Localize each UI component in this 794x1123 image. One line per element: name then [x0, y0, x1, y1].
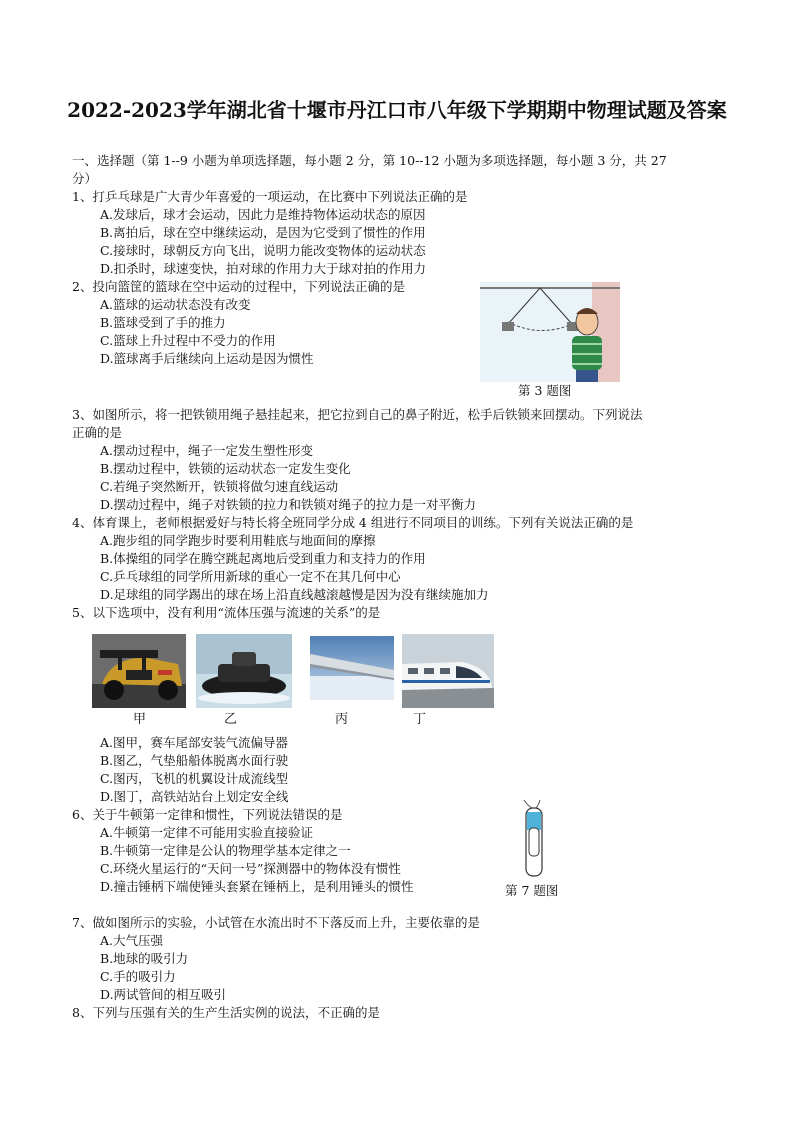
q1-stem: 1、打乒乓球是广大青少年喜爱的一项运动，在比赛中下列说法正确的是 [72, 189, 468, 204]
q6-option-d: D.撞击锤柄下端使锤头套紧在锤柄上，是利用锤头的惯性 [100, 879, 414, 894]
q5-option-d: D.图丁，高铁站站台上划定安全线 [100, 789, 289, 804]
q2-stem: 2、投向篮筐的篮球在空中运动的过程中，下列说法正确的是 [72, 279, 405, 294]
figure-label-yi: 乙 [224, 712, 238, 727]
q3-option-a: A.摆动过程中，绳子一定发生塑性形变 [100, 443, 314, 458]
q4-option-d: D.足球组的同学踢出的球在场上沿直线越滚越慢是因为没有继续施加力 [100, 587, 489, 602]
q5-option-a: A.图甲，赛车尾部安装气流偏导器 [100, 735, 289, 750]
q3-stem-line2: 正确的是 [72, 425, 123, 440]
q4-option-b: B.体操组的同学在腾空跳起离地后受到重力和支持力的作用 [100, 551, 426, 566]
q1-option-b: B.离拍后，球在空中继续运动，是因为它受到了惯性的作用 [100, 225, 426, 240]
q3-stem-line1: 3、如图所示，将一把铁锁用绳子悬挂起来，把它拉到自己的鼻子附近，松手后铁锁来回摆动。下列说法 [72, 407, 643, 422]
q2-option-d: D.篮球离手后继续向上运动是因为惯性 [100, 351, 314, 366]
q2-option-a: A.篮球的运动状态没有改变 [100, 297, 251, 312]
q6-stem: 6、关于牛顿第一定律和惯性，下列说法错误的是 [72, 807, 343, 822]
document-title: 2022-2023学年湖北省十堰市丹江口市八年级下学期期中物理试题及答案 [67, 98, 727, 122]
q1-option-d: D.扣杀时，球速变快，拍对球的作用力大于球对拍的作用力 [100, 261, 427, 276]
q7-option-a: A.大气压强 [100, 933, 164, 948]
q7-option-c: C.手的吸引力 [100, 969, 176, 984]
q2-option-b: B.篮球受到了手的推力 [100, 315, 226, 330]
section-heading-line1: 一、选择题（第 1--9 小题为单项选择题，每小题 2 分，第 10--12 小题为多项选择题，每小题 3 分，共 27 [72, 153, 667, 168]
q2-option-c: C.篮球上升过程中不受力的作用 [100, 333, 276, 348]
test-tube-figure [514, 798, 554, 878]
q7-option-d: D.两试管间的相互吸引 [100, 987, 227, 1002]
q4-option-c: C.乒乓球组的同学所用新球的重心一定不在其几何中心 [100, 569, 401, 584]
q7-option-b: B.地球的吸引力 [100, 951, 189, 966]
q6-option-b: B.牛顿第一定律是公认的物理学基本定律之一 [100, 843, 351, 858]
figure-3-caption: 第 3 题图 [518, 383, 572, 398]
pendulum-lock-figure [480, 282, 620, 382]
q4-stem: 4、体育课上，老师根据爱好与特长将全班同学分成 4 组进行不同项目的训练。下列有关说法正确的是 [72, 515, 634, 530]
figure-label-jia: 甲 [133, 712, 147, 727]
q3-option-d: D.摆动过程中，绳子对铁锁的拉力和铁锁对绳子的拉力是一对平衡力 [100, 497, 477, 512]
q5-option-c: C.图丙，飞机的机翼设计成流线型 [100, 771, 289, 786]
q7-stem: 7、做如图所示的实验，小试管在水流出时不下落反而上升，主要依靠的是 [72, 915, 480, 930]
airplane-wing-photo [310, 636, 394, 700]
q6-option-a: A.牛顿第一定律不可能用实验直接验证 [100, 825, 314, 840]
q8-stem: 8、下列与压强有关的生产生活实例的说法，不正确的是 [72, 1005, 380, 1020]
figure-label-bing: 丙 [335, 712, 349, 727]
figure-label-ding: 丁 [413, 712, 427, 727]
q1-option-a: A.发球后，球才会运动，因此力是维持物体运动状态的原因 [100, 207, 426, 222]
high-speed-train-photo [402, 634, 494, 708]
q4-option-a: A.跑步组的同学跑步时要利用鞋底与地面间的摩擦 [100, 533, 376, 548]
figure-7-caption: 第 7 题图 [505, 883, 559, 898]
q3-option-c: C.若绳子突然断开，铁锁将做匀速直线运动 [100, 479, 339, 494]
race-car-photo [92, 634, 186, 708]
q5-stem: 5、以下选项中，没有利用“流体压强与流速的关系”的是 [72, 605, 381, 620]
section-heading-line2: 分） [72, 171, 98, 186]
q5-option-b: B.图乙，气垫船船体脱离水面行驶 [100, 753, 289, 768]
hovercraft-photo [196, 634, 292, 708]
q3-option-b: B.摆动过程中，铁锁的运动状态一定发生变化 [100, 461, 351, 476]
q1-option-c: C.接球时，球朝反方向飞出，说明力能改变物体的运动状态 [100, 243, 426, 258]
q6-option-c: C.环绕火星运行的“天问一号”探测器中的物体没有惯性 [100, 861, 401, 876]
